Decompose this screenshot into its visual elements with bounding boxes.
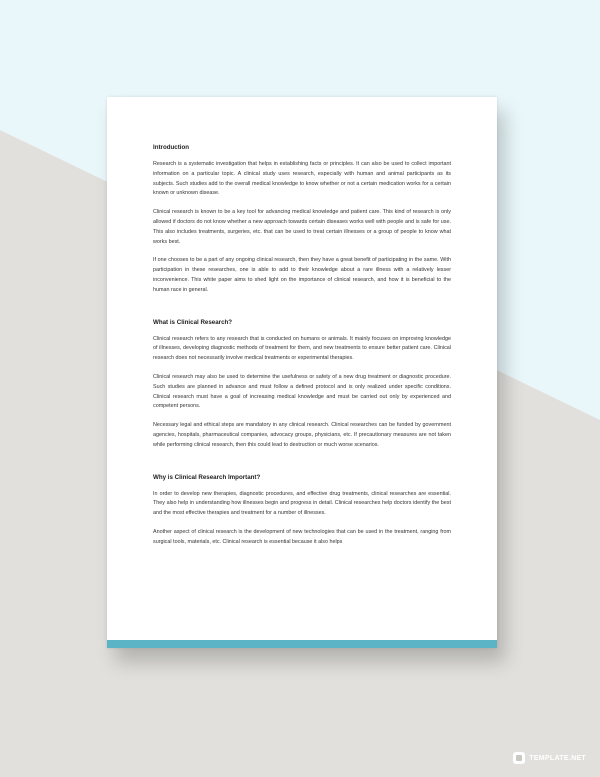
footer-accent-bar xyxy=(107,640,497,648)
section-spacer xyxy=(153,305,451,318)
template-logo-icon xyxy=(513,752,525,764)
watermark-text: TEMPLATE.NET xyxy=(529,754,586,762)
paragraph: In order to develop new therapies, diagnostic procedures, and effective drug treatments, clinical researches are essential. They also help in understanding how illnesses begin and progress in detail. Clinical researches help doctors identify the best and the most effective therapies and treatment for a number of illnesses. xyxy=(153,490,451,517)
section-heading: What is Clinical Research? xyxy=(153,318,233,326)
paragraph: Research is a systematic investigation that helps in establishing facts or principles. It can also be used to collect important information on a particular topic. A clinical study uses research, especially with human and animal participants as its subjects. Such studies add to the overall medical knowledge to know whether or not a certain medication works for a certain known or unknown disease. xyxy=(153,161,451,197)
section-heading: Why is Clinical Research Important? xyxy=(153,473,261,481)
paragraph: Clinical research is known to be a key tool for advancing medical knowledge and patient care. This kind of research is only allowed if doctors do not know whether a new approach towards certain diseases works well with people and is safe for use. This also includes treatments, surgeries, etc. that can be used to treat certain illnesses or a group of people to know what works best. xyxy=(153,209,451,245)
section-heading: Introduction xyxy=(153,144,190,151)
paragraph: Clinical research refers to any research that is conducted on humans or animals. It mainly focuses on improving knowledge of illnesses, developing diagnostic methods of treatment for them, and new treatments to ensure better patient care. Clinical research does not necessarily involve medical treatments or experimental therapies. xyxy=(153,335,451,362)
section-spacer xyxy=(153,460,451,473)
section-introduction xyxy=(153,143,451,296)
document-content xyxy=(153,143,451,557)
paragraph: Another aspect of clinical research is the development of new technologies that can be used in the treatment, ranging from surgical tools, materials, etc. Clinical research is essential because it also helps xyxy=(153,528,451,545)
section-why-important xyxy=(153,473,451,548)
section-what-is-clinical-research xyxy=(153,318,451,451)
paragraph: If one chooses to be a part of any ongoing clinical research, then they have a great benefit of participating in the same. With participation in these researches, one is able to add to their knowledge about a rare illness with a relatively lesser inconvenience. This white paper aims to shed light on the importance of clinical research, and how it is beneficial to the human race in general. xyxy=(153,257,451,293)
paragraph: Clinical research may also be used to determine the usefulness or safety of a new drug treatment or diagnostic procedure. Such studies are planned in advance and must follow a defined protocol and is only realized under specific conditions. Clinical research must have a goal of increasing medical knowledge and must be carried out only by experienced and competent persons. xyxy=(153,373,451,410)
paragraph: Necessary legal and ethical steps are mandatory in any clinical research. Clinical researches can be funded by government agencies, hospitals, pharmaceutical companies, advocacy groups, physicians, etc. If precautionary measures are not taken while performing clinical research, then this could lead to destruction or much worse scenarios. xyxy=(153,422,451,448)
document-page xyxy=(107,97,497,648)
template-watermark xyxy=(513,752,586,764)
